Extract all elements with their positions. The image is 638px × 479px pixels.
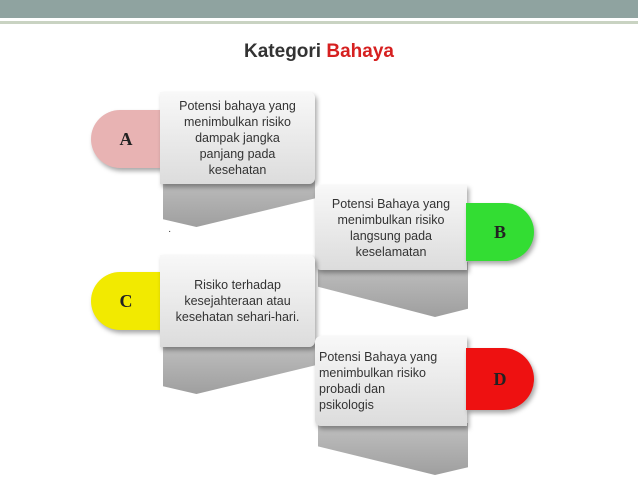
top-accent-bar [0, 0, 638, 18]
stray-mark: · [168, 226, 172, 237]
badge-d [466, 348, 534, 410]
badge-a-letter: A [119, 128, 133, 149]
shadow-d [318, 423, 468, 475]
badge-b-letter: B [493, 221, 506, 242]
badge-c [91, 272, 161, 330]
badge-a [91, 110, 161, 168]
slide-title [0, 41, 638, 63]
category-c-text: Risiko terhadap kesejahteraan atau kesehatan sehari-hari. [175, 278, 300, 324]
category-a-panel [160, 92, 315, 184]
title-word-kategori: Kategori [244, 41, 322, 62]
category-c-panel [160, 255, 315, 347]
top-divider [0, 21, 638, 24]
category-b-panel [315, 185, 467, 270]
title-word-bahaya: Bahaya [326, 41, 394, 62]
category-a-text: Potensi bahaya yang menimbulkan risiko dampak jangka panjang pada kesehatan [179, 99, 296, 177]
category-d-text: Potensi Bahaya yang menimbulkan risiko probadi dan psikologis [319, 350, 438, 412]
shadow-c [163, 342, 315, 394]
shadow-b [318, 262, 468, 317]
badge-c-letter: C [119, 290, 133, 311]
badge-d-letter: D [493, 368, 507, 389]
category-d-panel [315, 336, 467, 426]
category-b-text: Potensi Bahaya yang menimbulkan risiko langsung pada keselamatan [331, 196, 451, 259]
badge-b [466, 203, 534, 261]
